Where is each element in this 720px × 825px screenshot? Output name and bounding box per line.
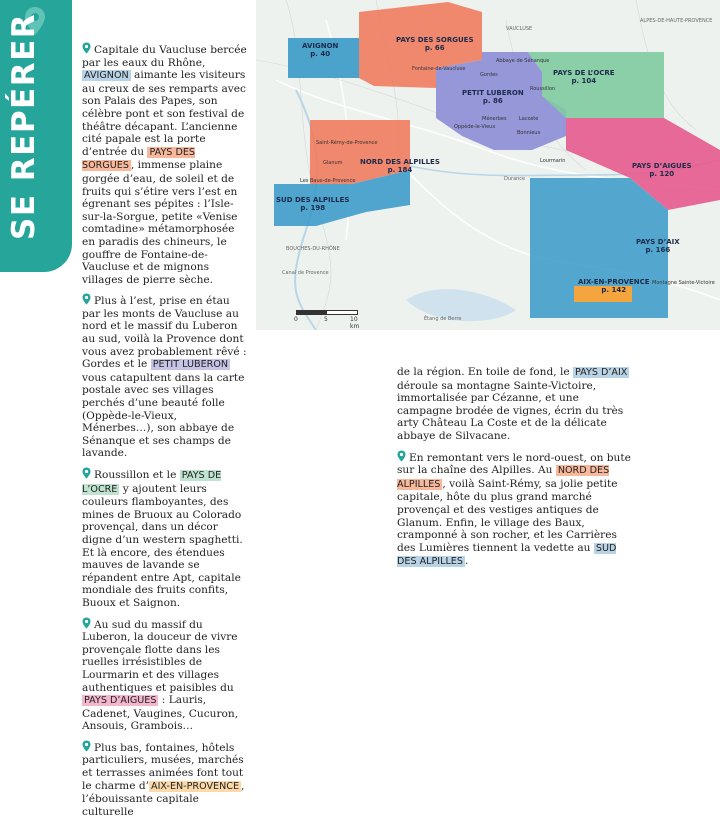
paragraph-text: déroule sa montagne Sainte-Victoire, immortalisée par Cézanne, et une campagne brodée de vignes, écrin du très arty Château La Coste et de la délicate abbaye de Silvacane. [397, 379, 624, 442]
location-pin-icon [82, 740, 91, 752]
map-geo-label: VAUCLUSE [506, 26, 533, 32]
region-highlight: SUD DES ALPILLES [397, 542, 617, 568]
paragraph-text: Capitale du Vaucluse bercée par les eaux du Rhône, [82, 44, 247, 69]
text-column-right [397, 366, 633, 576]
map-label-pays-d-aigues: PAYS D’AIGUES p. 120 [632, 162, 692, 178]
region-highlight: PAYS DES SORGUES [82, 146, 195, 172]
map-town: Lacoste [519, 116, 539, 122]
paragraph [82, 740, 250, 819]
paragraph-text: Au sud du massif du Luberon, la douceur de vivre provençale flotte dans les ruelles irrésistibles de Lourmarin et des villages authentiques et paisibles du [82, 618, 238, 694]
location-pin-icon [82, 293, 91, 305]
text-column-left [82, 42, 250, 825]
map-label-pays-d-aix: PAYS D’AIX p. 166 [636, 238, 680, 254]
paragraph [82, 293, 250, 460]
map-label-avignon: AVIGNON p. 40 [302, 42, 339, 58]
map-geo-label: Étang de Berre [424, 316, 462, 322]
sidebar-band [0, 0, 72, 272]
map-town: Lourmarin [540, 158, 566, 164]
scale-start: 0 [294, 316, 298, 323]
location-pin-icon [82, 617, 91, 629]
map-town: Roussillon [530, 86, 556, 92]
paragraph-text: , voilà Saint-Rémy, sa jolie petite capitale, hôte du plus grand marché provençal et des vestiges antiques de Glanum. Enfin, le village des Baux, cramponné à son rocher, et les Carrières des Lumières tiennent la vedette au [397, 477, 618, 554]
map-label-pays-des-sorgues: PAYS DES SORGUES p. 66 [396, 36, 474, 52]
paragraph-text: Roussillon et le [94, 469, 180, 481]
map-town: Bonnieux [517, 130, 541, 136]
map-scale-bar [294, 310, 360, 330]
paragraph [397, 366, 633, 443]
map-geo-label: Canal de Provence [282, 270, 329, 276]
location-pin-icon [82, 42, 91, 54]
paragraph-text: Plus bas, fontaines, hôtels particuliers, musées, marchés et terrasses animées font tout le charme d’ [82, 741, 244, 792]
scale-mid: 5 [324, 316, 328, 323]
map-label-sud-des-alpilles: SUD DES ALPILLES p. 198 [276, 196, 350, 212]
map-town: Gordes [480, 72, 498, 78]
location-pin-icon [397, 450, 406, 462]
map-geo-label: BOUCHES-DU-RHÔNE [286, 246, 340, 252]
paragraph-text: : Lauris, Cadenet, Vaugines, Cucuron, Ansouis, Grambois… [82, 694, 239, 733]
paragraph [397, 450, 633, 569]
map-town: Montagne Sainte-Victoire [652, 280, 715, 286]
paragraph-text: vous catapultent dans la carte postale avec ses villages perchés d’une beauté folle (Oppède-le-Vieux, Ménerbes…), son abbaye de Sénanque et ses champs de lavande. [82, 371, 245, 460]
map-town: Les Baux-de-Provence [300, 178, 356, 184]
region-highlight: NORD DES ALPILLES [397, 465, 610, 490]
paragraph [82, 467, 250, 610]
paragraph-text: aimante les visiteurs au creux de ses remparts avec son Palais des Papes, son célèbre pont et son festival de théâtre décapant. L’ancienne cité papale est la porte d’entrée du [82, 69, 246, 158]
region-highlight: AIX-EN-PROVENCE [151, 780, 240, 792]
map-town: Oppède-le-Vieux [454, 124, 496, 130]
paragraph-text: , immense plaine gorgée d’eau, de soleil et de fruits qui s’étire vers l’est en égrenant ses pépites : l’Isle-sur-la-Sorgue, petite «Venise comtadine» métamorphosée en paradis des chineurs, le gouffre de Fontaine-de-Vaucluse et de mignons villages de pierre sèche. [82, 159, 238, 286]
map-town: Fontaine-de-Vaucluse [412, 66, 466, 72]
map-town: Ménerbes [482, 116, 507, 122]
map-town: Saint-Rémy-de-Provence [316, 140, 378, 146]
map-label-pays-de-l-ocre: PAYS DE L’OCRE p. 104 [553, 69, 615, 85]
paragraph [82, 617, 250, 733]
paragraph-text: y ajoutent leurs couleurs flamboyantes, des mines de Bruoux au Colorado provençal, dans un décor digne d’un western spaghetti. Et là encore, des étendues mauves de lavande se répandent entre Apt, capitale mondiale des fruits confits, Buoux et Saignon. [82, 482, 243, 609]
map-label-aix-en-provence: AIX-EN-PROVENCE p. 142 [578, 278, 650, 294]
region-highlight: PAYS D’AIGUES [84, 695, 157, 707]
map-geo-label: ALPES-DE-HAUTE-PROVENCE [640, 18, 713, 24]
paragraph-text: de la région. En toile de fond, le [397, 366, 573, 378]
region-highlight: PETIT LUBERON [152, 359, 229, 371]
paragraph [82, 42, 250, 286]
location-pin-icon [82, 467, 91, 479]
paragraph-text: . [464, 555, 469, 568]
region-highlight: AVIGNON [84, 70, 129, 82]
paragraph-text: Plus à l’est, prise en étau par les monts de Vaucluse au nord et le massif du Luberon au sud, voilà la Provence dont vous avez probablement rêvé : Gordes et le [82, 295, 247, 371]
map-label-petit-luberon: PETIT LUBERON p. 86 [462, 89, 524, 105]
region-highlight: PAYS D’AIX [574, 367, 628, 378]
section-title: SE REPÉRER [6, 12, 42, 240]
map-town: Glanum [323, 160, 343, 166]
map-town: Abbaye de Sénanque [496, 58, 550, 64]
region-highlight: PAYS DE L’OCRE [82, 470, 222, 495]
paragraph-text: En remontant vers le nord-ouest, on bute sur la chaîne des Alpilles. Au [397, 451, 631, 477]
paragraph-text: , l’ébouissante capitale culturelle [82, 779, 245, 818]
map-geo-label: Durance [504, 176, 526, 182]
scale-end: 10 km [350, 316, 360, 330]
map-label-nord-des-alpilles: NORD DES ALPILLES p. 184 [360, 158, 440, 174]
